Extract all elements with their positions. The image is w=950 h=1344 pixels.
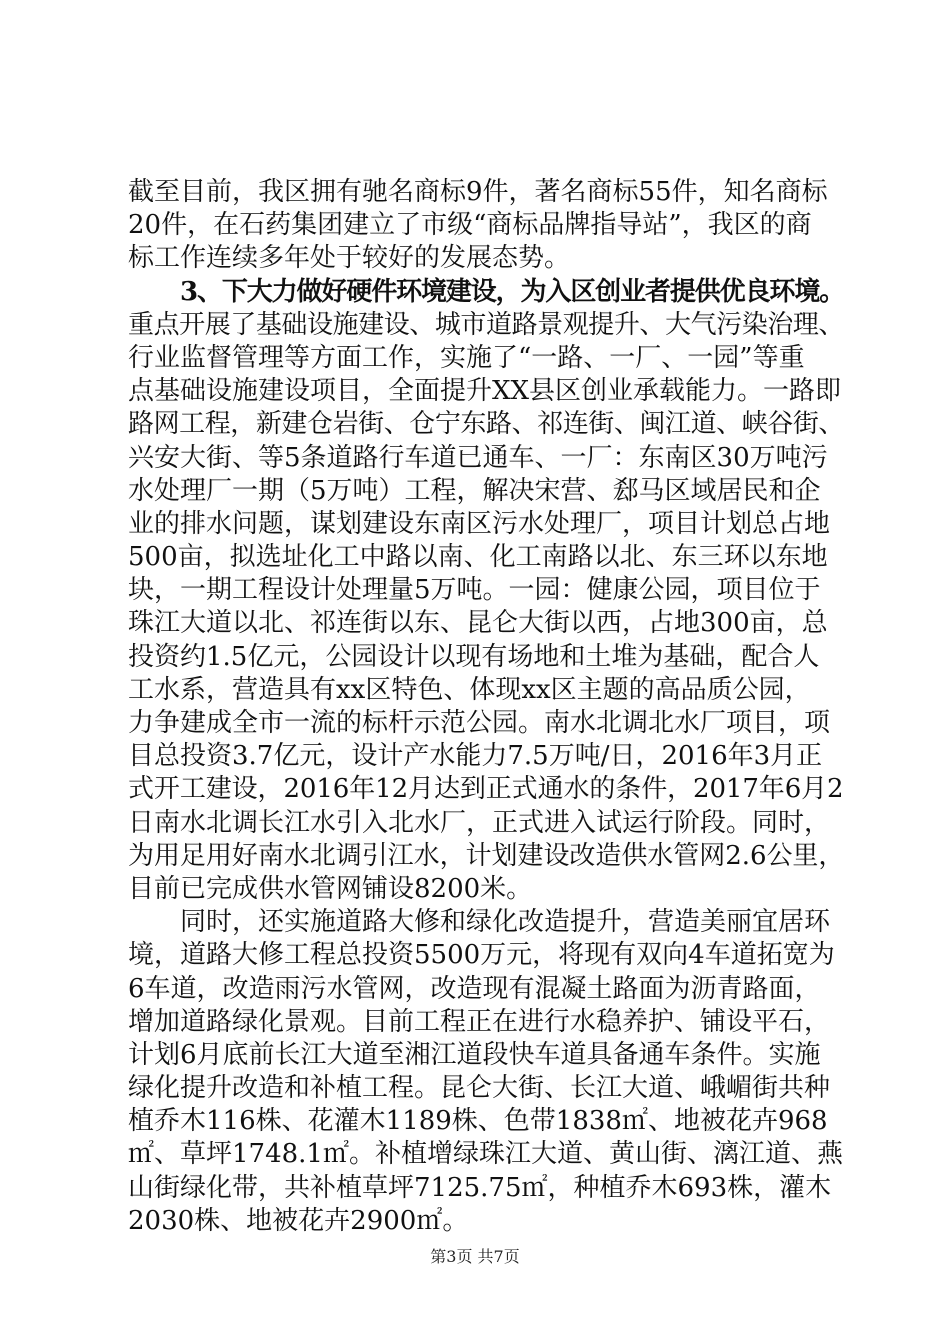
text-line: 植乔木116株、花灌木1189株、色带1838㎡、地被花卉968 [128,1106,828,1137]
paragraph-road-greening [128,906,844,1238]
paragraph-trademark [128,176,844,276]
text-line: 力争建成全市一流的标杆示范公园。南水北调北水厂项目，项 [128,708,831,738]
text-line: 山街绿化带，共补植草坪7125.75㎡，种植乔木693株，灌木 [128,1172,832,1203]
text-line: 20件，在石药集团建立了市级“商标品牌指导站”，我区的商 [128,210,812,241]
text-line: 日南水北调长江水引入北水厂，正式进入试运行阶段。同时， [128,807,831,838]
text-line: 2030株、地被花卉2900㎡。 [128,1205,469,1236]
text-line: 标工作连续多年处于较好的发展态势。 [128,243,571,274]
text-line: 截至目前，我区拥有驰名商标9件，著名商标55件，知名商标 [128,177,828,207]
text-line: 点基础设施建设项目，全面提升XX县区创业承载能力。一路即 [128,376,842,407]
text-line: 境，道路大修工程总投资5500万元，将现有双向4车道拓宽为 [128,940,835,971]
text-line: 投资约1.5亿元，公园设计以现有场地和土堆为基础，配合人 [128,641,820,672]
text-line: 珠江大道以北、祁连街以东、昆仑大街以西，占地300亩，总 [128,608,828,639]
text-line: 目总投资3.7亿元，设计产水能力7.5万吨/日，2016年3月正 [128,741,823,772]
section-heading: 3、下大力做好硬件环境建设，为入区创业者提供优良环境。 [180,276,845,307]
body-text [128,176,844,1238]
text-line: ㎡、草坪1748.1㎡。补植增绿珠江大道、黄山街、漓江道、燕 [128,1139,843,1170]
text-line: 500亩，拟选址化工中路以南、化工南路以北、东三环以东地 [128,542,828,573]
text-line: 增加道路绿化景观。目前工程正在进行水稳养护、铺设平石， [128,1006,831,1037]
page-number-footer: 第3页 共7页 [430,1247,520,1266]
text-line: 绿化提升改造和补植工程。昆仑大街、长江大道、峨嵋街共种 [128,1073,831,1104]
text-line: 水处理厂一期（5万吨）工程，解决宋营、郄马区域居民和企 [128,475,821,506]
text-line: 业的排水问题，谋划建设东南区污水处理厂，项目计划总占地 [128,508,831,539]
text-line: 为用足用好南水北调引江水，计划建设改造供水管网2.6公里， [128,840,845,871]
text-line: 6车道，改造雨污水管网，改造现有混凝土路面为沥青路面， [128,973,821,1004]
text-line: 行业监督管理等方面工作，实施了“一路、一厂、一园”等重 [128,342,805,373]
text-line: 同时，还实施道路大修和绿化改造提升，营造美丽宜居环 [180,907,831,938]
text-line: 工水系，营造具有xx区特色、体现xx区主题的高品质公园， [128,674,811,705]
text-line: 目前已完成供水管网铺设8200米。 [128,873,533,904]
text-line: 重点开展了基础设施建设、城市道路景观提升、大气污染治理、 [128,309,845,340]
text-line: 兴安大街、等5条道路行车道已通车、一厂：东南区30万吨污 [128,442,828,473]
paragraph-infrastructure [128,276,844,907]
text-line: 路网工程，新建仓岩街、仓宁东路、祁连街、闽江道、峡谷街、 [128,409,845,440]
text-line: 块，一期工程设计处理量5万吨。一园：健康公园，项目位于 [128,575,821,606]
text-line: 式开工建设，2016年12月达到正式通水的条件，2017年6月2 [128,774,844,805]
text-line: 计划6月底前长江大道至湘江道段快车道具备通车条件。实施 [128,1039,821,1070]
